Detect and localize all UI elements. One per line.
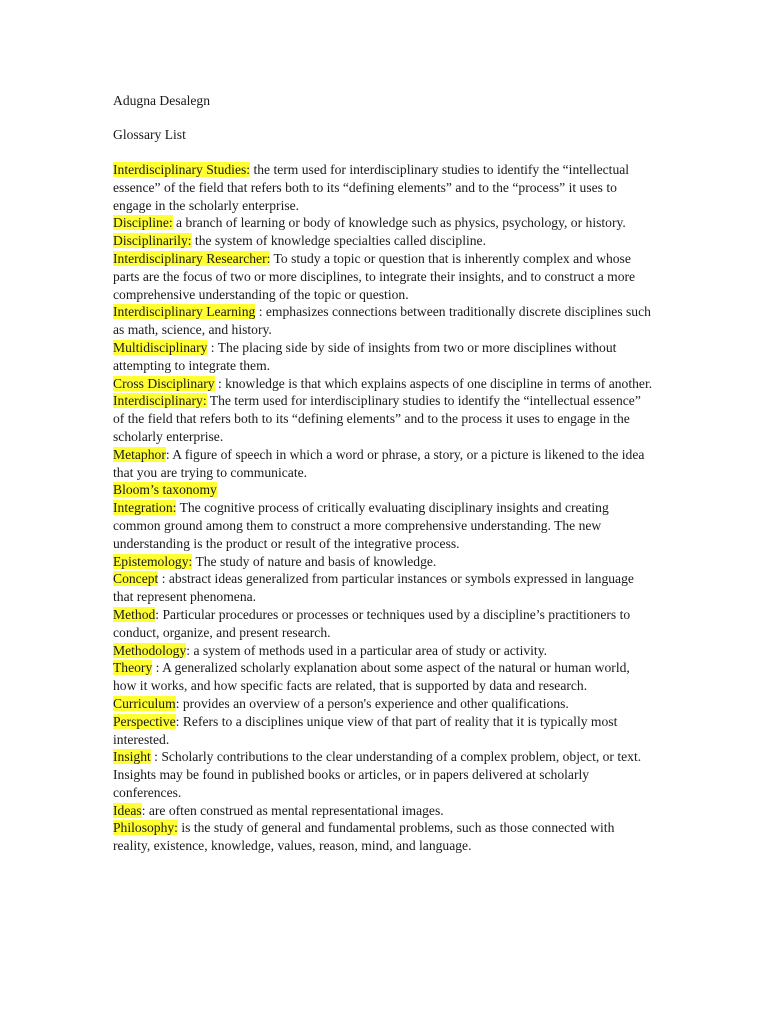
glossary-term: Theory (113, 660, 153, 676)
glossary-term: Interdisciplinary: (113, 393, 207, 409)
glossary-entry (113, 481, 653, 499)
glossary-term: Methodology (113, 642, 187, 658)
glossary-definition: : A generalized scholarly explanation about some aspect of the natural or human world, how it works, and how specific facts are related, that is supported by data and research. (113, 660, 630, 694)
glossary-entry (113, 748, 653, 801)
glossary-entry (113, 161, 653, 214)
glossary-entry (113, 642, 653, 660)
glossary-definition: : Refers to a disciplines unique view of that part of reality that it is typically most interested. (113, 713, 618, 747)
document-body (113, 92, 653, 855)
glossary-definition: a branch of learning or body of knowledge such as physics, psychology, or history. (172, 215, 626, 231)
glossary-definition: : A figure of speech in which a word or phrase, a story, or a picture is likened to the idea that you are trying to communicate. (113, 446, 645, 480)
glossary-definition: The study of nature and basis of knowledge. (192, 553, 437, 569)
glossary-entry (113, 695, 653, 713)
glossary-entry (113, 553, 653, 571)
glossary-entry (113, 659, 653, 695)
glossary-definition: : Particular procedures or processes or techniques used by a discipline’s practitioners to conduct, organize, and present research. (113, 606, 631, 640)
glossary-term: Integration: (113, 500, 177, 516)
glossary-definition: : provides an overview of a person's experience and other qualifications. (175, 695, 569, 711)
glossary-definition: The cognitive process of critically evaluating disciplinary insights and creating common ground among them to construct a more comprehensive understanding. The new understanding is the product or result of the integrative process. (113, 500, 609, 551)
glossary-entry (113, 499, 653, 552)
glossary-entry (113, 303, 653, 339)
glossary-definition: : Scholarly contributions to the clear understanding of a complex problem, object, or text. Insights may be found in published books or articles, or in papers delivered at scholarly conferences. (113, 749, 642, 800)
glossary-entry (113, 232, 653, 250)
glossary-term: Interdisciplinary Researcher: (113, 250, 271, 266)
glossary-list (113, 161, 653, 855)
glossary-definition: To study a topic or question that is inherently complex and whose parts are the focus of two or more disciplines, to integrate their insights, and to construct a more comprehensive understanding of the topic or question. (113, 250, 636, 302)
glossary-term: Multidisciplinary (113, 339, 208, 355)
glossary-definition: The term used for interdisciplinary studies to identify the “intellectual essence” of the field that refers both to its “defining elements” and to the process it uses to engage in the scholarly enterprise. (113, 393, 641, 444)
glossary-definition: : emphasizes connections between traditionally discrete disciplines such as math, science, and history. (113, 304, 651, 338)
glossary-entry (113, 713, 653, 749)
glossary-term: Metaphor (113, 446, 166, 462)
glossary-definition: the system of knowledge specialties called discipline. (191, 233, 486, 249)
glossary-entry (113, 392, 653, 445)
glossary-term: Perspective (113, 713, 176, 729)
glossary-term: Method (113, 606, 156, 622)
glossary-definition: the term used for interdisciplinary studies to identify the “intellectual essence” of the field that refers both to its “defining elements” and to the “process” it uses to engage in the scholarly enterprise. (113, 162, 630, 213)
glossary-entry (113, 339, 653, 375)
glossary-term: Philosophy: (113, 820, 178, 836)
glossary-definition: : are often construed as mental representational images. (141, 802, 444, 818)
glossary-term: Epistemology: (113, 553, 193, 569)
glossary-term: Disciplinarily: (113, 233, 192, 249)
glossary-entry (113, 819, 653, 855)
glossary-definition: : a system of methods used in a particular area of study or activity. (186, 642, 548, 658)
glossary-entry (113, 250, 653, 303)
glossary-term: Ideas (113, 802, 142, 818)
glossary-entry (113, 802, 653, 820)
glossary-definition: is the study of general and fundamental problems, such as those connected with reality, existence, knowledge, values, reason, mind, and language. (113, 820, 615, 854)
document-title: Glossary List (113, 127, 186, 142)
glossary-term: Interdisciplinary Studies: (113, 162, 251, 177)
glossary-entry (113, 606, 653, 642)
glossary-term: Cross Disciplinary (113, 375, 215, 391)
glossary-definition: : abstract ideas generalized from particular instances or symbols expressed in language that represent phenomena. (113, 571, 634, 605)
glossary-term: Interdisciplinary Learning (113, 304, 256, 320)
glossary-definition: : The placing side by side of insights from two or more disciplines without attempting to integrate them. (113, 339, 617, 373)
glossary-entry (113, 446, 653, 482)
glossary-entry (113, 375, 653, 393)
glossary-term: Concept (113, 571, 159, 587)
glossary-term: Curriculum (113, 695, 176, 711)
glossary-entry (113, 570, 653, 606)
glossary-term: Discipline: (113, 215, 173, 231)
glossary-term: Bloom’s taxonomy (113, 482, 217, 498)
glossary-definition: : knowledge is that which explains aspects of one discipline in terms of another. (214, 375, 653, 391)
glossary-entry (113, 214, 653, 232)
author-name: Adugna Desalegn (113, 93, 211, 108)
glossary-term: Insight (113, 749, 151, 765)
